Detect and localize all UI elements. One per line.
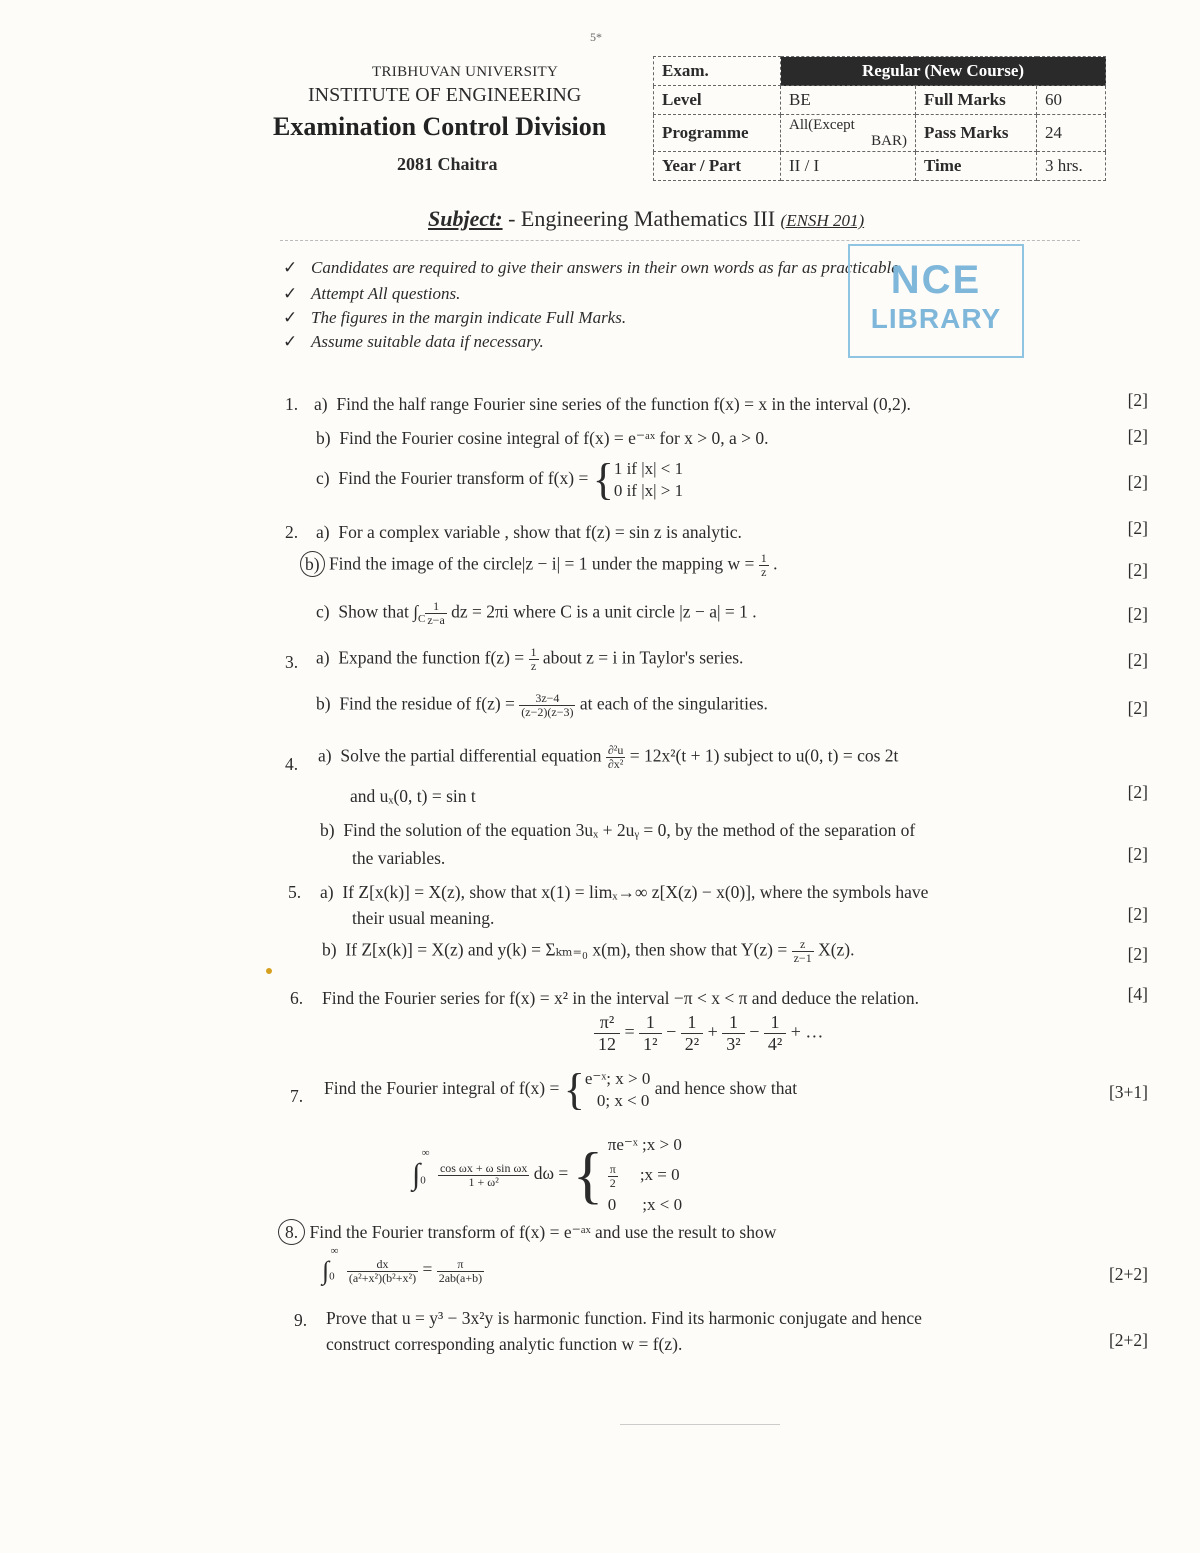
question-4b: b) Find the solution of the equation 3uₓ + 2uᵧ = 0, by the method of the separation of <box>320 820 916 840</box>
marks-7: [3+1] <box>1108 1082 1148 1102</box>
programme-value-line2: BAR) <box>871 133 907 149</box>
marks-4a: [2] <box>1127 782 1148 802</box>
question-7-integral: $\int_0^\infty$ $\frac{\text{cos ωx + ω sin ωx}}{\text{1 + ω²}}$ dω = { πe⁻ˣ ;x > 0 $\frac{\pi}{2}$ ;x = 0 0 ;x < 0 <box>412 1135 683 1214</box>
institute-name: INSTITUTE OF ENGINEERING <box>308 84 582 106</box>
marks-2b: [2] <box>1127 560 1148 580</box>
time-value: 3 hrs. <box>1037 152 1106 181</box>
library-stamp: NCE LIBRARY <box>848 244 1024 358</box>
marks-1c: [2] <box>1127 472 1148 492</box>
exam-label: Exam. <box>654 57 781 86</box>
instruction-item: ✓ Assume suitable data if necessary. <box>283 332 544 351</box>
question-number: 2. <box>285 522 299 542</box>
marks-5a: [2] <box>1127 904 1148 924</box>
question-2b: b) Find the image of the circle|z − i| = 1 under the mapping w = $\frac{1}{z}$ . <box>300 552 777 579</box>
check-icon: ✓ <box>283 332 298 351</box>
full-marks-label: Full Marks <box>916 86 1037 115</box>
pass-marks-label: Pass Marks <box>916 115 1037 152</box>
question-2a: a) For a complex variable , show that f(z) = sin z is analytic. <box>316 522 742 542</box>
divider <box>280 240 1080 241</box>
question-5a: a) If Z[x(k)] = X(z), show that x(1) = limₓ→∞ z[X(z) − x(0)], where the symbols have <box>320 882 929 902</box>
question-5a-line2: their usual meaning. <box>352 908 495 928</box>
marks-1b: [2] <box>1127 426 1148 446</box>
check-icon: ✓ <box>283 284 298 303</box>
university-name: TRIBHUVAN UNIVERSITY <box>372 64 559 80</box>
instruction-item: ✓ The figures in the margin indicate Full Marks. <box>283 308 627 327</box>
subject-code: (ENSH 201) <box>780 211 865 230</box>
question-1c: c) Find the Fourier transform of f(x) = { 1 if |x| < 1 0 if |x| > 1 <box>316 455 684 504</box>
question-number: 3. <box>285 652 299 672</box>
marks-5b: [2] <box>1127 944 1148 964</box>
bottom-rule <box>620 1424 780 1425</box>
marks-3a: [2] <box>1127 650 1148 670</box>
check-icon: ✓ <box>283 258 298 277</box>
question-number: 6. <box>290 988 304 1008</box>
question-4a-line2: and uₓ(0, t) = sin t <box>350 786 476 806</box>
question-2c: c) Show that $\int_C$ $\frac{1}{z-a}$ dz = 2πi where C is a unit circle |z − a| = 1 . <box>316 599 757 627</box>
question-7: Find the Fourier integral of f(x) = { e⁻ˣ; x > 0 0; x < 0 and hence show that <box>324 1065 798 1114</box>
level-value: BE <box>781 86 916 115</box>
question-5b: b) If Z[x(k)] = X(z) and y(k) = Σₖₘ₌₀ x(m), then show that Y(z) = $\frac{z}{z-1}$ X(z). <box>322 937 855 965</box>
pass-marks-value: 24 <box>1037 115 1106 152</box>
question-number: 1. <box>285 394 299 414</box>
full-marks-value: 60 <box>1037 86 1106 115</box>
time-label: Time <box>916 152 1037 181</box>
exam-term: 2081 Chaitra <box>397 154 498 174</box>
year-part-label: Year / Part <box>654 152 781 181</box>
marks-8: [2+2] <box>1108 1264 1148 1284</box>
exam-info-table <box>653 56 1106 181</box>
marks-1a: [2] <box>1127 390 1148 410</box>
subject-label: Subject: <box>428 206 503 231</box>
series-relation: $\frac{\text{π²}}{12}$ = $\frac{1}{\text{1²}}$ − $\frac{1}{\text{2²}}$ + $\frac{1}{\text{3²}}$ − $\frac{1}{\text{4²}}$ + … <box>594 1012 823 1055</box>
marks-2c: [2] <box>1127 604 1148 624</box>
marks-4b: [2] <box>1127 844 1148 864</box>
marks-9: [2+2] <box>1108 1330 1148 1350</box>
question-1b: b) Find the Fourier cosine integral of f(x) = e⁻ᵃˣ for x > 0, a > 0. <box>316 428 769 448</box>
exam-type: Regular (New Course) <box>781 57 1106 86</box>
subject-title: - Engineering Mathematics III <box>508 206 776 231</box>
question-number: 7. <box>290 1086 304 1106</box>
check-icon: ✓ <box>283 308 298 327</box>
instruction-item: ✓ Candidates are required to give their answers in their own words as far as practicable. <box>283 258 903 277</box>
programme-value <box>781 115 916 152</box>
question-9-line2: construct corresponding analytic function w = f(z). <box>326 1334 683 1354</box>
question-number: 4. <box>285 754 299 774</box>
question-3b: b) Find the residue of f(z) = $\frac{3z-4}{(z-2)(z-3)}$ at each of the singularities. <box>316 691 768 719</box>
division-title: Examination Control Division <box>273 112 607 141</box>
question-3a: a) Expand the function f(z) = $\frac{1}{z}$ about z = i in Taylor's series. <box>316 645 744 673</box>
question-6: Find the Fourier series for f(x) = x² in the interval −π < x < π and deduce the relation. <box>322 988 919 1008</box>
marks-3b: [2] <box>1127 698 1148 718</box>
programme-value-line1: All(Except <box>789 117 855 133</box>
level-label: Level <box>654 86 781 115</box>
question-4a: a) Solve the partial differential equation $\frac{\text{∂²u}}{\text{∂x²}}$ = 12x²(t + 1) subject to u(0, t) = cos 2t <box>318 743 899 771</box>
instruction-item: ✓ Attempt All questions. <box>283 284 461 303</box>
marks-6: [4] <box>1127 984 1148 1004</box>
question-1a: a) Find the half range Fourier sine series of the function f(x) = x in the interval (0,2). <box>314 394 911 414</box>
programme-label: Programme <box>654 115 781 152</box>
subject-line <box>428 206 864 232</box>
question-9: Prove that u = y³ − 3x²y is harmonic function. Find its harmonic conjugate and hence <box>326 1308 922 1328</box>
stray-dot <box>266 968 272 974</box>
year-part-value: II / I <box>781 152 916 181</box>
question-4b-line2: the variables. <box>352 848 446 868</box>
page-mark: 5* <box>590 30 602 44</box>
question-number: 5. <box>288 882 302 902</box>
question-8: 8. Find the Fourier transform of f(x) = e⁻ᵃˣ and use the result to show <box>278 1222 776 1243</box>
question-8-integral: $\int_0^\infty$ $\frac{dx}{\text{(a²+x²)(b²+x²)}}$ = $\frac{\pi}{2ab(a+b)}$ <box>322 1245 483 1285</box>
question-number: 9. <box>294 1310 308 1330</box>
marks-2a: [2] <box>1127 518 1148 538</box>
